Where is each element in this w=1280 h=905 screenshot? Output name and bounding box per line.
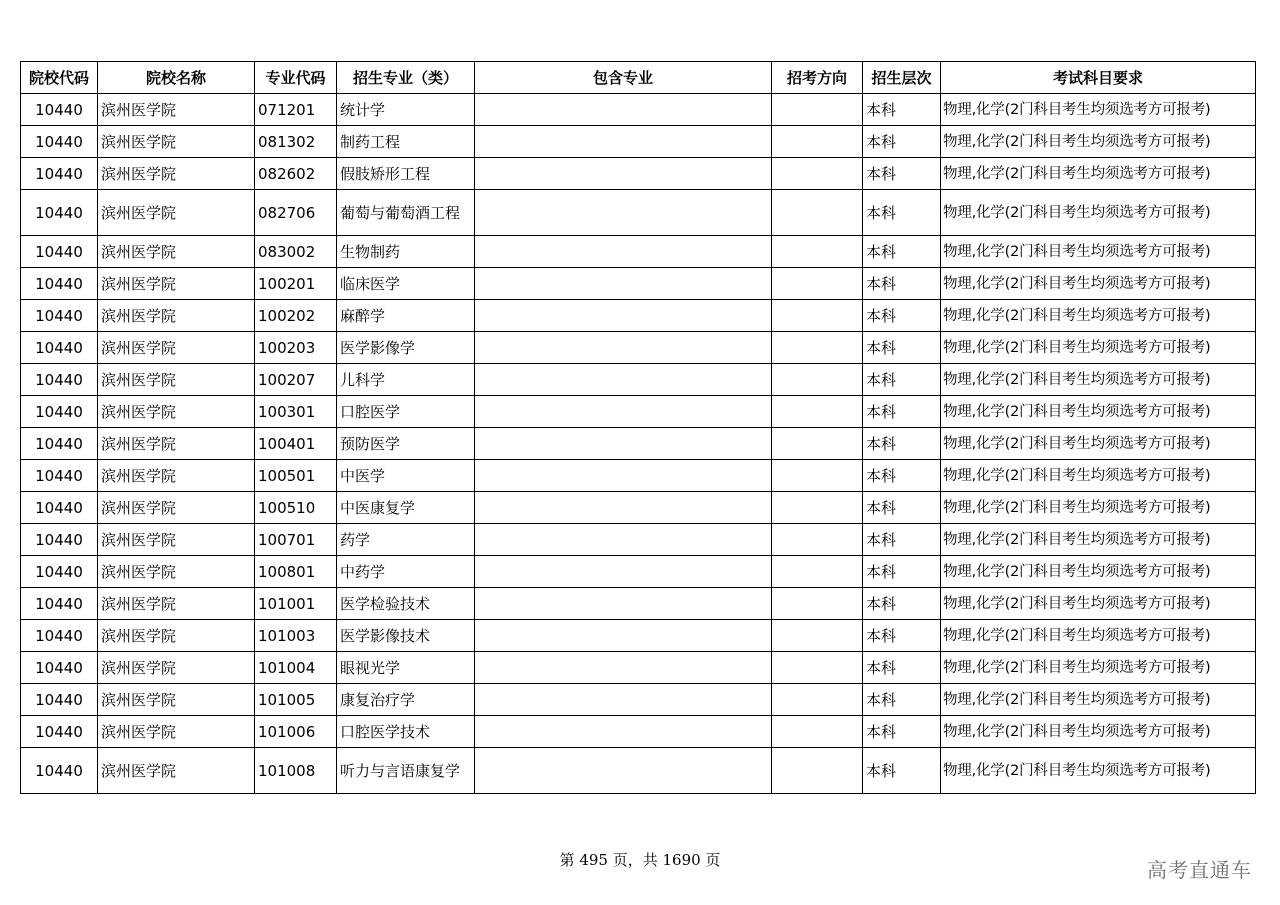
- cell-school-code: 10440: [21, 236, 98, 268]
- cell-level: 本科: [863, 126, 941, 158]
- cell-major-code: 100203: [255, 332, 337, 364]
- cell-direction: [772, 492, 863, 524]
- cell-major: 听力与言语康复学: [337, 748, 475, 794]
- cell-school-code: 10440: [21, 524, 98, 556]
- table-row: [21, 236, 1256, 268]
- cell-major-code: 100801: [255, 556, 337, 588]
- cell-school-name: 滨州医学院: [98, 428, 255, 460]
- cell-level: 本科: [863, 588, 941, 620]
- cell-major: 药学: [337, 524, 475, 556]
- header-school-name: 院校名称: [98, 62, 255, 94]
- cell-school-code: 10440: [21, 364, 98, 396]
- cell-level: 本科: [863, 94, 941, 126]
- table-row: [21, 94, 1256, 126]
- table-body: [21, 94, 1256, 794]
- cell-subject-requirement: 物理,化学(2门科目考生均须选考方可报考): [941, 158, 1256, 190]
- cell-subject-requirement: 物理,化学(2门科目考生均须选考方可报考): [941, 428, 1256, 460]
- cell-major-code: 100401: [255, 428, 337, 460]
- cell-school-name: 滨州医学院: [98, 332, 255, 364]
- cell-school-name: 滨州医学院: [98, 524, 255, 556]
- cell-school-code: 10440: [21, 556, 98, 588]
- cell-major-code: 100301: [255, 396, 337, 428]
- table-row: [21, 556, 1256, 588]
- cell-school-name: 滨州医学院: [98, 268, 255, 300]
- cell-school-code: 10440: [21, 300, 98, 332]
- cell-school-code: 10440: [21, 620, 98, 652]
- cell-subject-requirement: 物理,化学(2门科目考生均须选考方可报考): [941, 492, 1256, 524]
- cell-major: 口腔医学技术: [337, 716, 475, 748]
- cell-included-majors: [475, 364, 772, 396]
- cell-included-majors: [475, 460, 772, 492]
- cell-level: 本科: [863, 236, 941, 268]
- cell-school-code: 10440: [21, 684, 98, 716]
- table-row: [21, 492, 1256, 524]
- cell-subject-requirement: 物理,化学(2门科目考生均须选考方可报考): [941, 652, 1256, 684]
- cell-major-code: 082706: [255, 190, 337, 236]
- cell-level: 本科: [863, 364, 941, 396]
- cell-included-majors: [475, 524, 772, 556]
- cell-direction: [772, 620, 863, 652]
- cell-major: 葡萄与葡萄酒工程: [337, 190, 475, 236]
- cell-direction: [772, 684, 863, 716]
- cell-major: 假肢矫形工程: [337, 158, 475, 190]
- cell-included-majors: [475, 684, 772, 716]
- cell-subject-requirement: 物理,化学(2门科目考生均须选考方可报考): [941, 556, 1256, 588]
- cell-school-name: 滨州医学院: [98, 716, 255, 748]
- cell-school-code: 10440: [21, 652, 98, 684]
- cell-school-code: 10440: [21, 126, 98, 158]
- cell-major-code: 100510: [255, 492, 337, 524]
- cell-school-code: 10440: [21, 396, 98, 428]
- cell-subject-requirement: 物理,化学(2门科目考生均须选考方可报考): [941, 94, 1256, 126]
- cell-school-name: 滨州医学院: [98, 396, 255, 428]
- cell-subject-requirement: 物理,化学(2门科目考生均须选考方可报考): [941, 748, 1256, 794]
- cell-major-code: 100501: [255, 460, 337, 492]
- cell-direction: [772, 268, 863, 300]
- cell-direction: [772, 716, 863, 748]
- cell-direction: [772, 332, 863, 364]
- cell-major-code: 101001: [255, 588, 337, 620]
- cell-subject-requirement: 物理,化学(2门科目考生均须选考方可报考): [941, 460, 1256, 492]
- table-row: [21, 428, 1256, 460]
- cell-major: 麻醉学: [337, 300, 475, 332]
- cell-included-majors: [475, 236, 772, 268]
- cell-major: 中医学: [337, 460, 475, 492]
- cell-major: 康复治疗学: [337, 684, 475, 716]
- cell-school-code: 10440: [21, 190, 98, 236]
- cell-major-code: 101008: [255, 748, 337, 794]
- cell-major-code: 082602: [255, 158, 337, 190]
- cell-major: 中医康复学: [337, 492, 475, 524]
- table-row: [21, 524, 1256, 556]
- cell-subject-requirement: 物理,化学(2门科目考生均须选考方可报考): [941, 190, 1256, 236]
- cell-direction: [772, 158, 863, 190]
- cell-level: 本科: [863, 556, 941, 588]
- cell-school-name: 滨州医学院: [98, 158, 255, 190]
- cell-direction: [772, 428, 863, 460]
- cell-major-code: 100207: [255, 364, 337, 396]
- cell-direction: [772, 588, 863, 620]
- table-row: [21, 158, 1256, 190]
- cell-school-code: 10440: [21, 460, 98, 492]
- table-row: [21, 748, 1256, 794]
- cell-included-majors: [475, 332, 772, 364]
- cell-school-code: 10440: [21, 158, 98, 190]
- cell-direction: [772, 364, 863, 396]
- cell-subject-requirement: 物理,化学(2门科目考生均须选考方可报考): [941, 236, 1256, 268]
- cell-major-code: 081302: [255, 126, 337, 158]
- cell-school-code: 10440: [21, 588, 98, 620]
- cell-included-majors: [475, 126, 772, 158]
- cell-major: 临床医学: [337, 268, 475, 300]
- table-row: [21, 620, 1256, 652]
- cell-subject-requirement: 物理,化学(2门科目考生均须选考方可报考): [941, 300, 1256, 332]
- table-row: [21, 268, 1256, 300]
- table-row: [21, 332, 1256, 364]
- header-subject-requirement: 考试科目要求: [941, 62, 1256, 94]
- cell-major: 医学影像学: [337, 332, 475, 364]
- cell-school-name: 滨州医学院: [98, 652, 255, 684]
- cell-school-code: 10440: [21, 268, 98, 300]
- cell-level: 本科: [863, 684, 941, 716]
- cell-major: 制药工程: [337, 126, 475, 158]
- table-row: [21, 364, 1256, 396]
- header-major-code: 专业代码: [255, 62, 337, 94]
- cell-included-majors: [475, 748, 772, 794]
- cell-major-code: 083002: [255, 236, 337, 268]
- cell-subject-requirement: 物理,化学(2门科目考生均须选考方可报考): [941, 364, 1256, 396]
- cell-school-code: 10440: [21, 748, 98, 794]
- cell-direction: [772, 524, 863, 556]
- cell-school-name: 滨州医学院: [98, 492, 255, 524]
- table-row: [21, 684, 1256, 716]
- cell-major: 中药学: [337, 556, 475, 588]
- cell-major: 预防医学: [337, 428, 475, 460]
- cell-direction: [772, 236, 863, 268]
- cell-major-code: 101005: [255, 684, 337, 716]
- cell-major: 口腔医学: [337, 396, 475, 428]
- cell-school-name: 滨州医学院: [98, 620, 255, 652]
- cell-major: 医学检验技术: [337, 588, 475, 620]
- cell-major-code: 100201: [255, 268, 337, 300]
- cell-direction: [772, 190, 863, 236]
- cell-direction: [772, 556, 863, 588]
- cell-included-majors: [475, 716, 772, 748]
- cell-school-name: 滨州医学院: [98, 126, 255, 158]
- cell-school-code: 10440: [21, 332, 98, 364]
- cell-subject-requirement: 物理,化学(2门科目考生均须选考方可报考): [941, 620, 1256, 652]
- cell-school-code: 10440: [21, 716, 98, 748]
- header-direction: 招考方向: [772, 62, 863, 94]
- cell-included-majors: [475, 492, 772, 524]
- table-row: [21, 588, 1256, 620]
- cell-subject-requirement: 物理,化学(2门科目考生均须选考方可报考): [941, 126, 1256, 158]
- cell-direction: [772, 460, 863, 492]
- cell-school-name: 滨州医学院: [98, 556, 255, 588]
- admissions-table: [20, 61, 1256, 794]
- table-row: [21, 460, 1256, 492]
- cell-level: 本科: [863, 716, 941, 748]
- header-major: 招生专业（类）: [337, 62, 475, 94]
- cell-school-code: 10440: [21, 94, 98, 126]
- cell-level: 本科: [863, 492, 941, 524]
- cell-direction: [772, 94, 863, 126]
- header-included-majors: 包含专业: [475, 62, 772, 94]
- cell-level: 本科: [863, 748, 941, 794]
- cell-subject-requirement: 物理,化学(2门科目考生均须选考方可报考): [941, 684, 1256, 716]
- cell-major: 眼视光学: [337, 652, 475, 684]
- cell-direction: [772, 396, 863, 428]
- cell-subject-requirement: 物理,化学(2门科目考生均须选考方可报考): [941, 268, 1256, 300]
- cell-school-name: 滨州医学院: [98, 748, 255, 794]
- cell-included-majors: [475, 556, 772, 588]
- table-row: [21, 190, 1256, 236]
- cell-direction: [772, 652, 863, 684]
- cell-level: 本科: [863, 524, 941, 556]
- cell-major: 生物制药: [337, 236, 475, 268]
- cell-direction: [772, 748, 863, 794]
- table-row: [21, 716, 1256, 748]
- cell-included-majors: [475, 652, 772, 684]
- cell-school-name: 滨州医学院: [98, 94, 255, 126]
- cell-school-name: 滨州医学院: [98, 364, 255, 396]
- cell-level: 本科: [863, 190, 941, 236]
- cell-major-code: 101003: [255, 620, 337, 652]
- cell-school-code: 10440: [21, 492, 98, 524]
- cell-school-name: 滨州医学院: [98, 190, 255, 236]
- cell-level: 本科: [863, 158, 941, 190]
- cell-school-name: 滨州医学院: [98, 236, 255, 268]
- cell-major-code: 101004: [255, 652, 337, 684]
- header-level: 招生层次: [863, 62, 941, 94]
- cell-level: 本科: [863, 396, 941, 428]
- table-row: [21, 126, 1256, 158]
- cell-included-majors: [475, 396, 772, 428]
- cell-school-name: 滨州医学院: [98, 588, 255, 620]
- cell-school-name: 滨州医学院: [98, 300, 255, 332]
- table-row: [21, 396, 1256, 428]
- cell-major-code: 100701: [255, 524, 337, 556]
- table-header-row: [21, 62, 1256, 94]
- cell-major: 儿科学: [337, 364, 475, 396]
- cell-school-name: 滨州医学院: [98, 684, 255, 716]
- cell-direction: [772, 126, 863, 158]
- cell-included-majors: [475, 300, 772, 332]
- cell-school-name: 滨州医学院: [98, 460, 255, 492]
- cell-level: 本科: [863, 300, 941, 332]
- cell-subject-requirement: 物理,化学(2门科目考生均须选考方可报考): [941, 588, 1256, 620]
- header-school-code: 院校代码: [21, 62, 98, 94]
- cell-subject-requirement: 物理,化学(2门科目考生均须选考方可报考): [941, 716, 1256, 748]
- cell-major: 统计学: [337, 94, 475, 126]
- table-row: [21, 652, 1256, 684]
- cell-major: 医学影像技术: [337, 620, 475, 652]
- cell-included-majors: [475, 158, 772, 190]
- cell-level: 本科: [863, 620, 941, 652]
- cell-level: 本科: [863, 652, 941, 684]
- cell-subject-requirement: 物理,化学(2门科目考生均须选考方可报考): [941, 396, 1256, 428]
- cell-subject-requirement: 物理,化学(2门科目考生均须选考方可报考): [941, 332, 1256, 364]
- cell-included-majors: [475, 268, 772, 300]
- cell-school-code: 10440: [21, 428, 98, 460]
- cell-direction: [772, 300, 863, 332]
- cell-major-code: 071201: [255, 94, 337, 126]
- cell-included-majors: [475, 190, 772, 236]
- cell-major-code: 100202: [255, 300, 337, 332]
- cell-major-code: 101006: [255, 716, 337, 748]
- cell-subject-requirement: 物理,化学(2门科目考生均须选考方可报考): [941, 524, 1256, 556]
- table-row: [21, 300, 1256, 332]
- cell-level: 本科: [863, 332, 941, 364]
- cell-included-majors: [475, 620, 772, 652]
- cell-level: 本科: [863, 268, 941, 300]
- page-number: 第 495 页，共 1690 页: [559, 851, 721, 869]
- cell-level: 本科: [863, 460, 941, 492]
- watermark: 高考直通车: [1147, 858, 1252, 882]
- cell-level: 本科: [863, 428, 941, 460]
- cell-included-majors: [475, 428, 772, 460]
- cell-included-majors: [475, 94, 772, 126]
- cell-included-majors: [475, 588, 772, 620]
